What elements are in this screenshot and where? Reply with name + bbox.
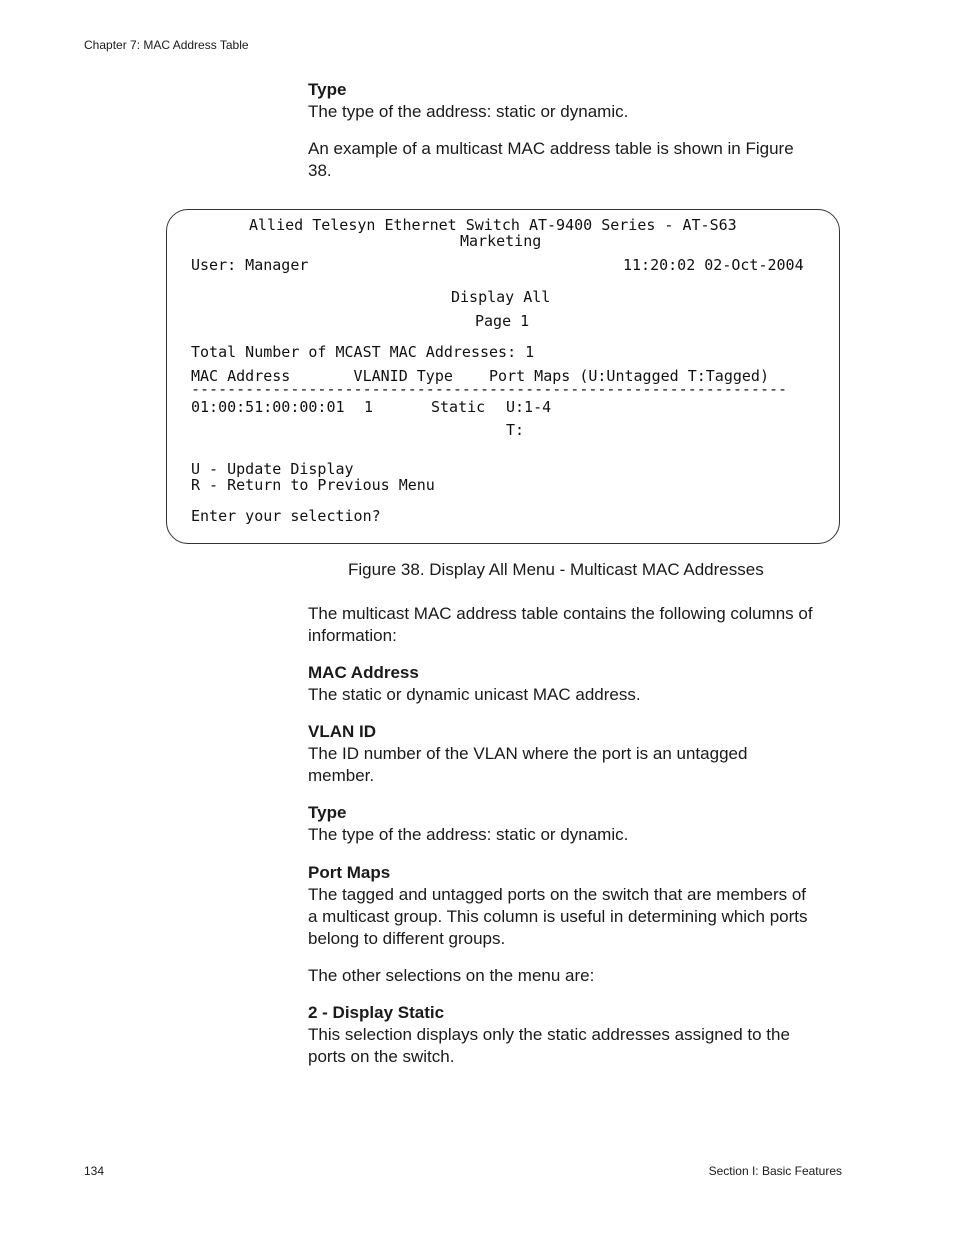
section-vlan-id: [308, 721, 778, 787]
terminal-page: Page 1: [475, 312, 530, 330]
terminal-total: Total Number of MCAST MAC Addresses: 1: [191, 343, 535, 361]
terminal-option-return: R - Return to Previous Menu: [191, 476, 435, 494]
section-text: The ID number of the VLAN where the port is an untagged member.: [308, 744, 748, 785]
terminal-row-untagged: U:1-4: [506, 398, 552, 416]
footer-section: Section I: Basic Features: [708, 1164, 842, 1178]
example-text: An example of a multicast MAC address table is shown in Figure 38.: [308, 139, 794, 180]
terminal-timestamp: 11:20:02 02-Oct-2004: [623, 256, 804, 274]
terminal-row-mac: 01:00:51:00:00:01: [191, 398, 345, 416]
columns-intro-block: [308, 603, 818, 647]
terminal-display-all: Display All: [451, 288, 551, 306]
terminal-row-vlan: 1: [364, 398, 374, 416]
section-heading: Port Maps: [308, 863, 391, 882]
terminal-option-update: U - Update Display: [191, 460, 354, 478]
example-paragraph: [308, 138, 808, 182]
columns-intro-text: The multicast MAC address table contains the following columns of information:: [308, 604, 813, 645]
terminal-row-tagged: T:: [506, 421, 525, 439]
section-port-maps: [308, 862, 813, 950]
section-heading: MAC Address: [308, 663, 419, 682]
section-heading: 2 - Display Static: [308, 1003, 445, 1022]
terminal-title: Allied Telesyn Ethernet Switch AT-9400 Series - AT-S63: [249, 216, 737, 234]
terminal-title-2: Marketing: [460, 232, 542, 250]
section-display-static: [308, 1002, 803, 1068]
running-head: Chapter 7: MAC Address Table: [84, 38, 249, 52]
section-text: The tagged and untagged ports on the switch that are members of a multicast group. This column is useful in determining which ports belong to different groups.: [308, 885, 808, 948]
terminal-screen: [166, 209, 840, 544]
section-mac-address: [308, 662, 818, 706]
section-heading: VLAN ID: [308, 722, 376, 741]
terminal-separator: ------------------------------------------------------------------: [191, 380, 788, 398]
intro-type-block: [308, 79, 818, 123]
section-heading: Type: [308, 803, 347, 822]
other-selections-block: [308, 965, 818, 987]
other-selections-text: The other selections on the menu are:: [308, 966, 595, 985]
figure-caption: Figure 38. Display All Menu - Multicast MAC Addresses: [348, 560, 764, 579]
section-text: The static or dynamic unicast MAC address.: [308, 685, 641, 704]
terminal-row-type: Static: [431, 398, 486, 416]
terminal-column-header: MAC Address VLANID Type Port Maps (U:Untagged T:Tagged): [191, 367, 769, 385]
type-heading: Type: [308, 80, 347, 99]
terminal-prompt: Enter your selection?: [191, 507, 381, 525]
section-text: The type of the address: static or dynamic.: [308, 825, 629, 844]
section-type: [308, 802, 818, 846]
terminal-user: User: Manager: [191, 256, 309, 274]
page-number: 134: [84, 1164, 105, 1178]
type-description: The type of the address: static or dynamic.: [308, 102, 629, 121]
section-text: This selection displays only the static addresses assigned to the ports on the switch.: [308, 1025, 790, 1066]
